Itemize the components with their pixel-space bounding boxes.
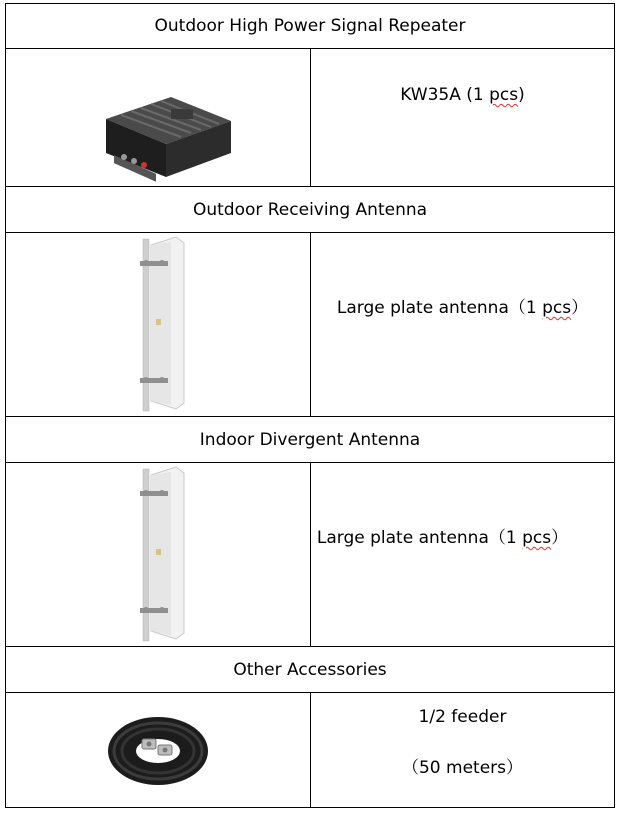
product-description-cell — [311, 49, 614, 186]
section-title: Indoor Divergent Antenna — [199, 429, 421, 450]
section-row-receiving-antenna — [5, 232, 615, 417]
section-header-accessories — [5, 646, 615, 693]
repeater-box-icon — [6, 49, 310, 186]
section-row-repeater — [5, 48, 615, 187]
product-image-cell — [6, 693, 311, 807]
section-title: Outdoor High Power Signal Repeater — [154, 16, 466, 36]
product-description-cell — [311, 463, 614, 646]
product-description: Large plate antenna（1 pcs） — [316, 528, 569, 548]
section-row-divergent-antenna — [5, 462, 615, 647]
section-header-repeater — [5, 3, 615, 49]
product-image-cell — [6, 233, 311, 416]
section-title: Outdoor Receiving Antenna — [192, 199, 428, 220]
section-title: Other Accessories — [233, 659, 387, 680]
accessories-table — [5, 3, 615, 808]
product-description: KW35A (1 pcs) — [400, 85, 525, 105]
section-header-receiving-antenna — [5, 186, 615, 233]
product-description-cell — [311, 233, 614, 416]
product-image-cell — [6, 463, 311, 646]
section-header-divergent-antenna — [5, 416, 615, 463]
product-description-cell — [311, 693, 614, 807]
product-description: Large plate antenna（1 pcs） — [336, 298, 589, 318]
panel-antenna-icon — [6, 463, 310, 646]
panel-antenna-icon — [6, 233, 310, 416]
product-description-line: （50 meters） — [401, 758, 524, 778]
product-description-line: 1/2 feeder — [418, 707, 507, 727]
product-image-cell — [6, 49, 311, 186]
section-row-accessories — [5, 692, 615, 808]
coiled-cable-icon — [6, 693, 310, 807]
